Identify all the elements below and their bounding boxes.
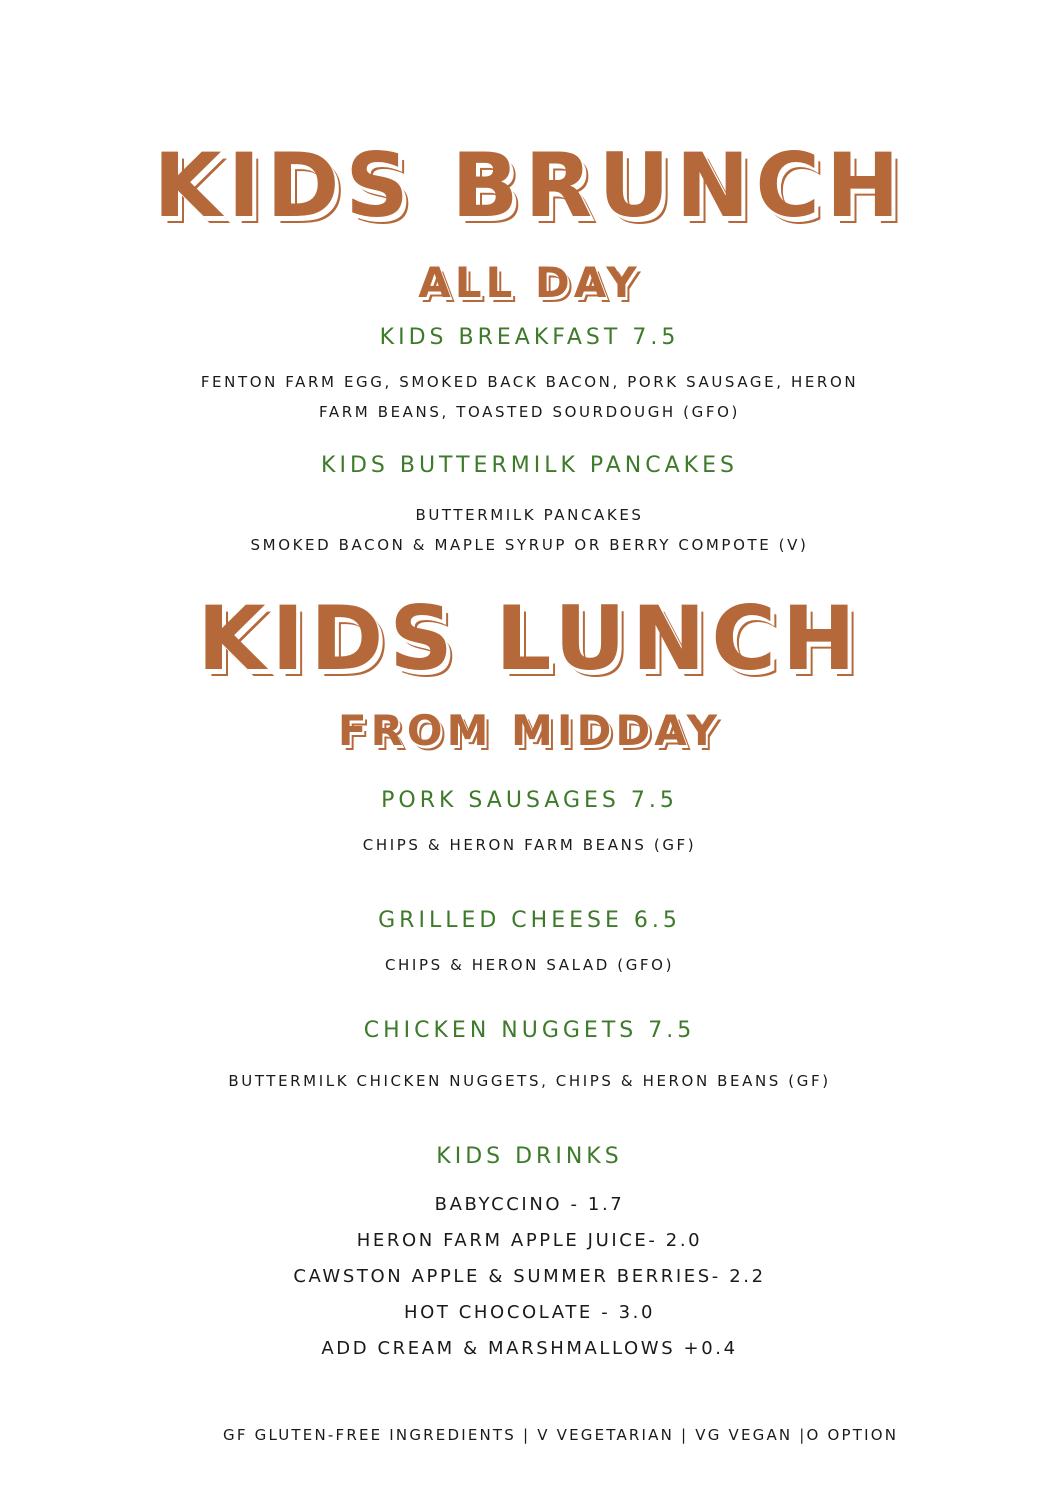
- drink-item: HERON FARM APPLE JUICE- 2.0: [356, 1230, 703, 1251]
- lunch-subtitle: FROM MIDDAY: [337, 706, 722, 755]
- lunch-title: KIDS LUNCH: [197, 587, 862, 690]
- desc-line: FENTON FARM EGG, SMOKED BACK BACON, PORK SAUSAGE, HERON: [200, 373, 859, 391]
- lunch-item-name: CHICKEN NUGGETS 7.5: [363, 1018, 696, 1043]
- drink-item: CAWSTON APPLE & SUMMER BERRIES- 2.2: [293, 1266, 766, 1287]
- brunch-title: KIDS BRUNCH: [153, 134, 906, 237]
- dietary-legend: GF GLUTEN-FREE INGREDIENTS | V VEGETARIAN | VG VEGAN |O OPTION: [223, 1426, 899, 1444]
- brunch-item-name: KIDS BUTTERMILK PANCAKES: [321, 453, 738, 478]
- desc-line: FARM BEANS, TOASTED SOURDOUGH (GFO): [319, 403, 740, 421]
- brunch-subtitle: ALL DAY: [418, 258, 641, 307]
- lunch-item-desc: CHIPS & HERON FARM BEANS (GF): [362, 836, 697, 854]
- brunch-item-desc: [0, 367, 1059, 427]
- desc-line: SMOKED BACON & MAPLE SYRUP OR BERRY COMPOTE (V): [250, 536, 809, 554]
- lunch-item-name: PORK SAUSAGES 7.5: [381, 788, 678, 813]
- drink-item: ADD CREAM & MARSHMALLOWS +0.4: [321, 1338, 738, 1359]
- brunch-item-desc: [0, 500, 1059, 560]
- drink-item: BABYCCINO - 1.7: [434, 1194, 625, 1215]
- lunch-item-name: GRILLED CHEESE 6.5: [378, 908, 681, 933]
- lunch-item-desc: BUTTERMILK CHICKEN NUGGETS, CHIPS & HERON BEANS (GF): [228, 1072, 831, 1090]
- desc-line: BUTTERMILK PANCAKES: [415, 506, 644, 524]
- lunch-item-desc: CHIPS & HERON SALAD (GFO): [384, 956, 675, 974]
- drink-item: HOT CHOCOLATE - 3.0: [403, 1302, 656, 1323]
- drinks-list: [0, 1187, 1059, 1367]
- brunch-item-name: KIDS BREAKFAST 7.5: [379, 325, 680, 350]
- drinks-heading: KIDS DRINKS: [436, 1144, 623, 1169]
